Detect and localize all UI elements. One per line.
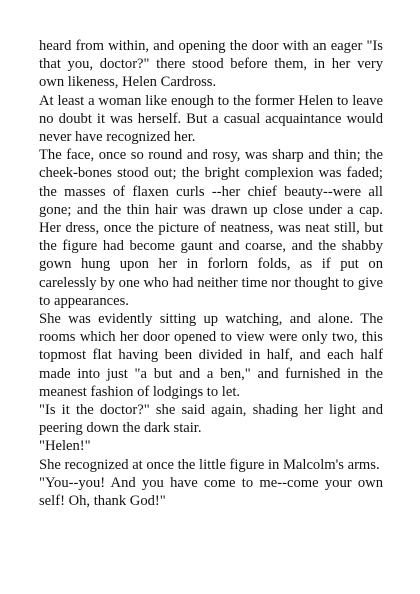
- paragraph: At least a woman like enough to the former Helen to leave no doubt it was herself. But a casual acquaintance would never have recognized her.: [39, 92, 383, 146]
- paragraph: "Helen!": [39, 438, 91, 455]
- paragraph: She was evidently sitting up watching, and alone. The rooms which her door opened to view were only two, this topmost flat having been divided in half, and each half made into just "a but and a ben," and furnished in the meanest fashion of lodgings to let.: [39, 311, 383, 400]
- page-text: [39, 37, 383, 510]
- paragraph: "Is it the doctor?" she said again, shading her light and peering down the dark stair.: [39, 402, 383, 437]
- paragraph: heard from within, and opening the door with an eager "Is that you, doctor?" there stood before them, in her very own likeness, Helen Cardross.: [39, 38, 383, 91]
- paragraph: The face, once so round and rosy, was sharp and thin; the cheek-bones stood out; the bright complexion was faded; the masses of flaxen curls --her chief beauty--were all gone; and the thin hair was drawn up close under a cap. Her dress, once the picture of neatness, was neat still, but the figure had become gaunt and coarse, and the shabby gown hung upon her in forlorn folds, as if put on carelessly by one who had neither time nor thought to give to appearances.: [39, 147, 383, 309]
- paragraph: "You--you! And you have come to me--come your own self! Oh, thank God!": [39, 474, 383, 510]
- paragraph: She recognized at once the little figure in Malcolm's arms.: [39, 456, 380, 473]
